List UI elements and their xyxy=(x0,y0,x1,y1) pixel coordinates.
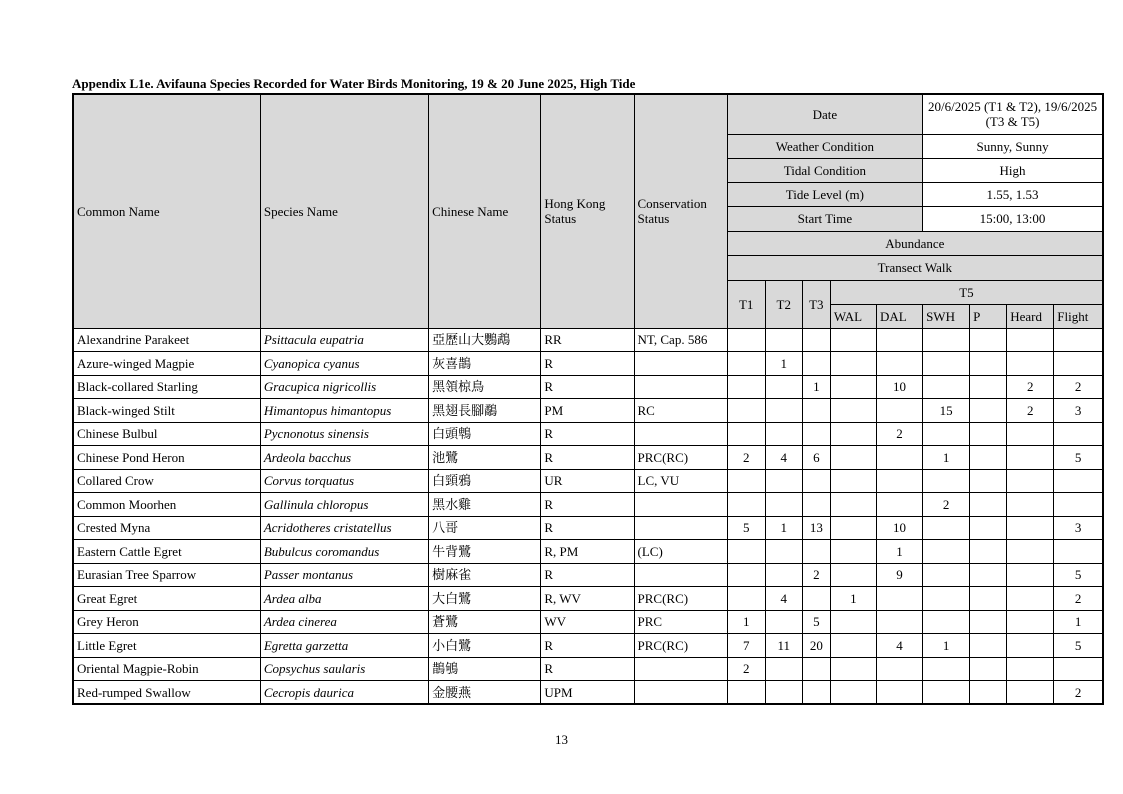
header-common-name: Common Name xyxy=(73,94,260,328)
count-cell: 2 xyxy=(802,563,830,587)
common-name-cell: Eastern Cattle Egret xyxy=(73,540,260,564)
count-cell xyxy=(830,681,876,705)
count-cell xyxy=(1054,352,1103,376)
count-cell xyxy=(802,399,830,423)
count-cell xyxy=(765,563,802,587)
header-t5-flight: Flight xyxy=(1054,304,1103,328)
survey-value-date: 20/6/2025 (T1 & T2), 19/6/2025 (T3 & T5) xyxy=(923,94,1103,134)
conservation-status-cell: RC xyxy=(634,399,727,423)
count-cell xyxy=(830,516,876,540)
count-cell xyxy=(923,352,970,376)
count-cell xyxy=(765,399,802,423)
common-name-cell: Oriental Magpie-Robin xyxy=(73,657,260,681)
count-cell: 13 xyxy=(802,516,830,540)
count-cell xyxy=(876,657,922,681)
species-name-cell: Ardea cinerea xyxy=(260,610,428,634)
count-cell xyxy=(970,634,1007,658)
count-cell xyxy=(1007,540,1054,564)
count-cell xyxy=(970,422,1007,446)
common-name-cell: Grey Heron xyxy=(73,610,260,634)
count-cell xyxy=(970,399,1007,423)
count-cell: 5 xyxy=(802,610,830,634)
count-cell xyxy=(1007,634,1054,658)
common-name-cell: Crested Myna xyxy=(73,516,260,540)
species-name-cell: Gracupica nigricollis xyxy=(260,375,428,399)
chinese-name-cell: 黑翅長腳鷸 xyxy=(429,399,541,423)
count-cell xyxy=(923,657,970,681)
species-name-cell: Ardeola bacchus xyxy=(260,446,428,470)
species-name-cell: Himantopus himantopus xyxy=(260,399,428,423)
count-cell xyxy=(1007,657,1054,681)
count-cell xyxy=(727,352,765,376)
hk-status-cell: WV xyxy=(541,610,634,634)
count-cell xyxy=(1054,493,1103,517)
chinese-name-cell: 黑領椋鳥 xyxy=(429,375,541,399)
count-cell: 10 xyxy=(876,516,922,540)
count-cell xyxy=(830,493,876,517)
chinese-name-cell: 池鷺 xyxy=(429,446,541,470)
count-cell: 4 xyxy=(765,446,802,470)
count-cell xyxy=(970,540,1007,564)
count-cell xyxy=(970,469,1007,493)
count-cell xyxy=(830,446,876,470)
count-cell: 11 xyxy=(765,634,802,658)
count-cell xyxy=(830,375,876,399)
count-cell xyxy=(923,610,970,634)
species-name-cell: Copsychus saularis xyxy=(260,657,428,681)
table-row xyxy=(73,681,1103,705)
table-row xyxy=(73,399,1103,423)
hk-status-cell: R xyxy=(541,563,634,587)
count-cell xyxy=(923,563,970,587)
count-cell xyxy=(765,540,802,564)
header-t5-swh: SWH xyxy=(923,304,970,328)
count-cell: 2 xyxy=(1054,587,1103,611)
header-t5-heard: Heard xyxy=(1007,304,1054,328)
count-cell: 1 xyxy=(923,446,970,470)
count-cell xyxy=(1007,516,1054,540)
common-name-cell: Black-collared Starling xyxy=(73,375,260,399)
chinese-name-cell: 樹麻雀 xyxy=(429,563,541,587)
conservation-status-cell: PRC(RC) xyxy=(634,634,727,658)
common-name-cell: Chinese Bulbul xyxy=(73,422,260,446)
count-cell xyxy=(876,446,922,470)
count-cell xyxy=(727,587,765,611)
count-cell: 5 xyxy=(727,516,765,540)
count-cell xyxy=(970,657,1007,681)
count-cell: 1 xyxy=(802,375,830,399)
species-name-cell: Cyanopica cyanus xyxy=(260,352,428,376)
header-hk-status: Hong Kong Status xyxy=(541,94,634,328)
conservation-status-cell: PRC(RC) xyxy=(634,587,727,611)
transect-walk-header: Transect Walk xyxy=(727,255,1103,280)
count-cell xyxy=(1054,657,1103,681)
count-cell xyxy=(876,328,922,352)
chinese-name-cell: 大白鷺 xyxy=(429,587,541,611)
count-cell: 6 xyxy=(802,446,830,470)
count-cell xyxy=(830,328,876,352)
count-cell xyxy=(830,399,876,423)
common-name-cell: Collared Crow xyxy=(73,469,260,493)
species-table xyxy=(72,93,1104,705)
count-cell xyxy=(1007,563,1054,587)
table-row xyxy=(73,516,1103,540)
header-t1: T1 xyxy=(727,280,765,328)
count-cell xyxy=(876,681,922,705)
count-cell: 1 xyxy=(830,587,876,611)
count-cell: 1 xyxy=(1054,610,1103,634)
species-name-cell: Passer montanus xyxy=(260,563,428,587)
count-cell xyxy=(802,681,830,705)
table-row xyxy=(73,563,1103,587)
count-cell: 2 xyxy=(1007,375,1054,399)
count-cell xyxy=(727,422,765,446)
count-cell xyxy=(727,375,765,399)
count-cell xyxy=(876,469,922,493)
conservation-status-cell: PRC xyxy=(634,610,727,634)
count-cell xyxy=(765,681,802,705)
conservation-status-cell xyxy=(634,681,727,705)
count-cell: 15 xyxy=(923,399,970,423)
table-row xyxy=(73,540,1103,564)
count-cell xyxy=(727,493,765,517)
count-cell xyxy=(765,657,802,681)
count-cell xyxy=(765,610,802,634)
hk-status-cell: R xyxy=(541,375,634,399)
common-name-cell: Red-rumped Swallow xyxy=(73,681,260,705)
chinese-name-cell: 亞歷山大鸚鵡 xyxy=(429,328,541,352)
count-cell xyxy=(876,493,922,517)
page-number: 13 xyxy=(555,732,568,747)
count-cell: 1 xyxy=(765,352,802,376)
header-t5-dal: DAL xyxy=(876,304,922,328)
count-cell: 4 xyxy=(876,634,922,658)
count-cell xyxy=(830,634,876,658)
count-cell: 2 xyxy=(923,493,970,517)
header-t3: T3 xyxy=(802,280,830,328)
table-row xyxy=(73,352,1103,376)
count-cell xyxy=(1007,469,1054,493)
count-cell: 2 xyxy=(1054,681,1103,705)
common-name-cell: Black-winged Stilt xyxy=(73,399,260,423)
count-cell xyxy=(765,328,802,352)
count-cell xyxy=(970,610,1007,634)
chinese-name-cell: 白頭鵯 xyxy=(429,422,541,446)
count-cell: 1 xyxy=(727,610,765,634)
count-cell xyxy=(1007,493,1054,517)
hk-status-cell: UR xyxy=(541,469,634,493)
count-cell: 20 xyxy=(802,634,830,658)
chinese-name-cell: 小白鷺 xyxy=(429,634,541,658)
table-row xyxy=(73,422,1103,446)
count-cell xyxy=(802,540,830,564)
header-t2: T2 xyxy=(765,280,802,328)
count-cell xyxy=(802,352,830,376)
hk-status-cell: R xyxy=(541,634,634,658)
species-name-cell: Cecropis daurica xyxy=(260,681,428,705)
survey-label-start-time: Start Time xyxy=(727,206,922,231)
count-cell xyxy=(802,422,830,446)
count-cell xyxy=(830,540,876,564)
conservation-status-cell xyxy=(634,493,727,517)
count-cell xyxy=(802,587,830,611)
chinese-name-cell: 蒼鷺 xyxy=(429,610,541,634)
conservation-status-cell xyxy=(634,516,727,540)
chinese-name-cell: 黑水雞 xyxy=(429,493,541,517)
species-name-cell: Acridotheres cristatellus xyxy=(260,516,428,540)
count-cell: 3 xyxy=(1054,399,1103,423)
hk-status-cell: R, PM xyxy=(541,540,634,564)
common-name-cell: Little Egret xyxy=(73,634,260,658)
count-cell xyxy=(802,328,830,352)
count-cell xyxy=(727,469,765,493)
abundance-header: Abundance xyxy=(727,231,1103,255)
conservation-status-cell: (LC) xyxy=(634,540,727,564)
count-cell: 10 xyxy=(876,375,922,399)
count-cell xyxy=(876,610,922,634)
chinese-name-cell: 灰喜鵲 xyxy=(429,352,541,376)
chinese-name-cell: 八哥 xyxy=(429,516,541,540)
header-t5-wal: WAL xyxy=(830,304,876,328)
count-cell xyxy=(830,610,876,634)
hk-status-cell: R, WV xyxy=(541,587,634,611)
count-cell xyxy=(830,352,876,376)
count-cell xyxy=(830,563,876,587)
count-cell: 9 xyxy=(876,563,922,587)
count-cell xyxy=(765,469,802,493)
count-cell xyxy=(727,681,765,705)
count-cell: 7 xyxy=(727,634,765,658)
survey-label-weather: Weather Condition xyxy=(727,134,922,158)
survey-label-tide-level: Tide Level (m) xyxy=(727,182,922,206)
conservation-status-cell: NT, Cap. 586 xyxy=(634,328,727,352)
table-caption: Appendix L1e. Avifauna Species Recorded for Water Birds Monitoring, 19 & 20 June 2025, High Tide xyxy=(72,76,636,91)
table-row xyxy=(73,587,1103,611)
count-cell xyxy=(970,563,1007,587)
count-cell xyxy=(923,375,970,399)
count-cell: 4 xyxy=(765,587,802,611)
count-cell xyxy=(923,422,970,446)
count-cell xyxy=(1054,328,1103,352)
survey-value-tide-level: 1.55, 1.53 xyxy=(923,182,1103,206)
count-cell: 5 xyxy=(1054,634,1103,658)
count-cell xyxy=(1007,352,1054,376)
table-row xyxy=(73,634,1103,658)
count-cell xyxy=(1054,469,1103,493)
count-cell: 2 xyxy=(727,657,765,681)
count-cell xyxy=(802,657,830,681)
table-row xyxy=(73,328,1103,352)
count-cell: 1 xyxy=(876,540,922,564)
count-cell xyxy=(830,657,876,681)
species-name-cell: Pycnonotus sinensis xyxy=(260,422,428,446)
species-name-cell: Bubulcus coromandus xyxy=(260,540,428,564)
conservation-status-cell xyxy=(634,375,727,399)
hk-status-cell: PM xyxy=(541,399,634,423)
survey-value-weather: Sunny, Sunny xyxy=(923,134,1103,158)
conservation-status-cell: LC, VU xyxy=(634,469,727,493)
count-cell: 5 xyxy=(1054,446,1103,470)
common-name-cell: Great Egret xyxy=(73,587,260,611)
count-cell xyxy=(876,399,922,423)
count-cell xyxy=(970,516,1007,540)
conservation-status-cell xyxy=(634,422,727,446)
table-row xyxy=(73,375,1103,399)
count-cell xyxy=(970,446,1007,470)
header-t5: T5 xyxy=(830,280,1103,304)
chinese-name-cell: 鵲鴝 xyxy=(429,657,541,681)
count-cell xyxy=(970,328,1007,352)
survey-label-date: Date xyxy=(727,94,922,134)
species-name-cell: Egretta garzetta xyxy=(260,634,428,658)
conservation-status-cell xyxy=(634,563,727,587)
count-cell: 1 xyxy=(923,634,970,658)
count-cell xyxy=(1007,610,1054,634)
header-conservation-status: Conservation Status xyxy=(634,94,727,328)
count-cell xyxy=(970,493,1007,517)
species-name-cell: Ardea alba xyxy=(260,587,428,611)
count-cell xyxy=(970,352,1007,376)
common-name-cell: Azure-winged Magpie xyxy=(73,352,260,376)
count-cell: 5 xyxy=(1054,563,1103,587)
table-row xyxy=(73,493,1103,517)
count-cell: 2 xyxy=(876,422,922,446)
count-cell: 1 xyxy=(765,516,802,540)
species-name-cell: Gallinula chloropus xyxy=(260,493,428,517)
species-name-cell: Psittacula eupatria xyxy=(260,328,428,352)
count-cell xyxy=(830,422,876,446)
count-cell xyxy=(923,469,970,493)
count-cell xyxy=(970,587,1007,611)
hk-status-cell: R xyxy=(541,516,634,540)
hk-status-cell: R xyxy=(541,422,634,446)
count-cell xyxy=(1054,540,1103,564)
count-cell xyxy=(876,352,922,376)
chinese-name-cell: 白頸鴉 xyxy=(429,469,541,493)
survey-value-start-time: 15:00, 13:00 xyxy=(923,206,1103,231)
conservation-status-cell xyxy=(634,657,727,681)
hk-status-cell: RR xyxy=(541,328,634,352)
count-cell xyxy=(727,563,765,587)
common-name-cell: Common Moorhen xyxy=(73,493,260,517)
count-cell xyxy=(765,493,802,517)
table-row xyxy=(73,469,1103,493)
count-cell xyxy=(1007,446,1054,470)
common-name-cell: Alexandrine Parakeet xyxy=(73,328,260,352)
header-species-name: Species Name xyxy=(260,94,428,328)
count-cell xyxy=(1054,422,1103,446)
count-cell xyxy=(727,399,765,423)
count-cell xyxy=(970,681,1007,705)
chinese-name-cell: 牛背鷺 xyxy=(429,540,541,564)
hk-status-cell: UPM xyxy=(541,681,634,705)
table-body xyxy=(73,94,1103,704)
table-row xyxy=(73,657,1103,681)
count-cell: 3 xyxy=(1054,516,1103,540)
count-cell: 2 xyxy=(1054,375,1103,399)
species-name-cell: Corvus torquatus xyxy=(260,469,428,493)
table-row xyxy=(73,446,1103,470)
count-cell xyxy=(727,540,765,564)
survey-label-tidal: Tidal Condition xyxy=(727,158,922,182)
count-cell xyxy=(923,540,970,564)
count-cell: 2 xyxy=(1007,399,1054,423)
common-name-cell: Chinese Pond Heron xyxy=(73,446,260,470)
count-cell xyxy=(923,681,970,705)
count-cell xyxy=(1007,587,1054,611)
count-cell xyxy=(923,587,970,611)
count-cell xyxy=(1007,422,1054,446)
count-cell xyxy=(923,516,970,540)
count-cell xyxy=(802,493,830,517)
table-row xyxy=(73,610,1103,634)
count-cell xyxy=(830,469,876,493)
hk-status-cell: R xyxy=(541,352,634,376)
count-cell xyxy=(765,422,802,446)
count-cell: 2 xyxy=(727,446,765,470)
header-t5-p: P xyxy=(970,304,1007,328)
count-cell xyxy=(923,328,970,352)
count-cell xyxy=(876,587,922,611)
count-cell xyxy=(1007,681,1054,705)
hk-status-cell: R xyxy=(541,657,634,681)
count-cell xyxy=(970,375,1007,399)
conservation-status-cell xyxy=(634,352,727,376)
count-cell xyxy=(765,375,802,399)
count-cell xyxy=(1007,328,1054,352)
conservation-status-cell: PRC(RC) xyxy=(634,446,727,470)
count-cell xyxy=(727,328,765,352)
header-chinese-name: Chinese Name xyxy=(429,94,541,328)
count-cell xyxy=(802,469,830,493)
chinese-name-cell: 金腰燕 xyxy=(429,681,541,705)
common-name-cell: Eurasian Tree Sparrow xyxy=(73,563,260,587)
hk-status-cell: R xyxy=(541,493,634,517)
hk-status-cell: R xyxy=(541,446,634,470)
survey-value-tidal: High xyxy=(923,158,1103,182)
